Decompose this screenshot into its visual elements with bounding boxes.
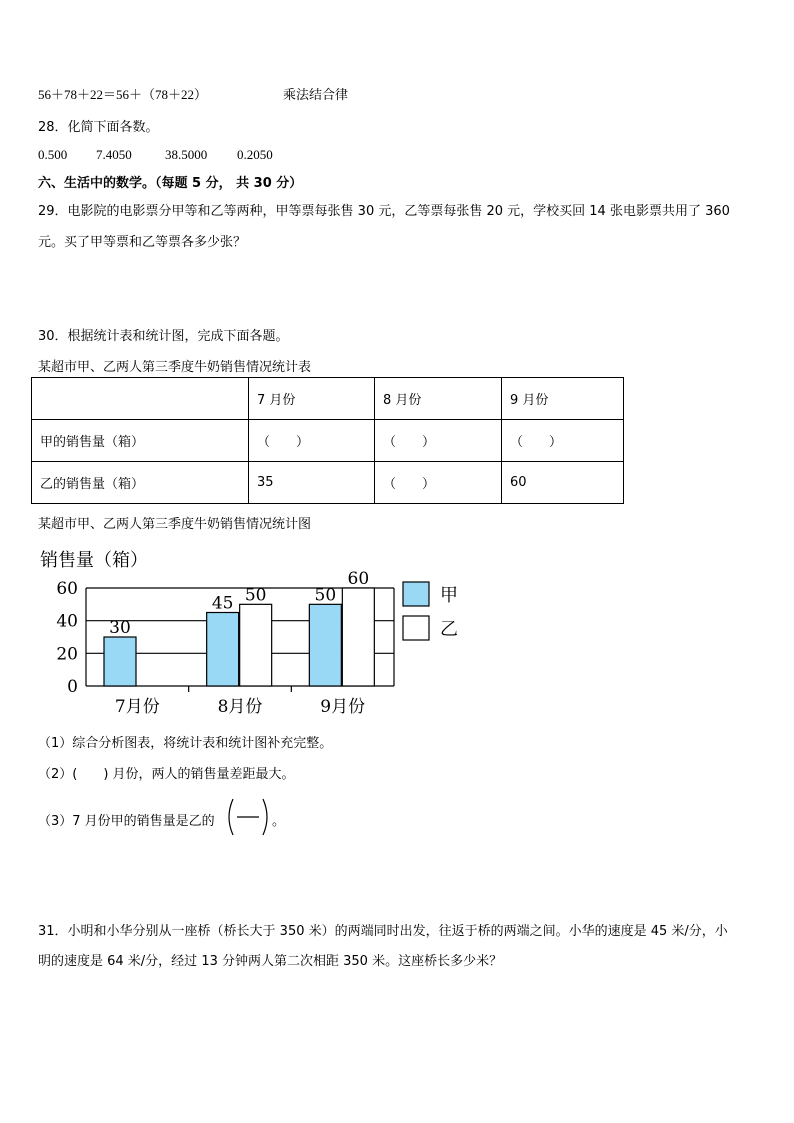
equation-law: 乘法结合律 bbox=[283, 88, 349, 103]
q28-number-2: 7.4050 bbox=[96, 147, 132, 162]
bar-yi bbox=[240, 604, 272, 686]
y-tick-label: 40 bbox=[56, 611, 78, 632]
q31-line1: 31．小明和小华分别从一座桥（桥长大于 350 米）的两端同时出发，往返于桥的两端之间。小华的速度是 45 米/分，小 bbox=[38, 924, 728, 939]
x-tick-label: 9月份 bbox=[320, 697, 366, 717]
x-tick-label: 8月份 bbox=[217, 697, 263, 717]
legend-label: 甲 bbox=[440, 585, 458, 606]
data-label: 50 bbox=[244, 585, 267, 606]
q29-line1: 29．电影院的电影票分甲等和乙等两种，甲等票每张售 30 元，乙等票每张售 20 元，学校买回 14 张电影票共用了 360 bbox=[38, 204, 730, 219]
table-header-cell: 9 月份 bbox=[502, 378, 624, 420]
table-cell: 60 bbox=[502, 462, 624, 504]
q30-sub1: （1）综合分析图表，将统计表和统计图补充完整。 bbox=[38, 736, 333, 751]
table-cell-blank[interactable]: （ ） bbox=[375, 462, 502, 504]
q30-title: 30．根据统计表和统计图，完成下面各题。 bbox=[38, 329, 289, 344]
equation-expr: 56＋78＋22＝56＋（78＋22） bbox=[38, 87, 208, 102]
q29-line2: 元。买了甲等票和乙等票各多少张？ bbox=[38, 235, 247, 250]
chart-caption: 某超市甲、乙两人第三季度牛奶销售情况统计图 bbox=[38, 517, 312, 532]
table-header-cell bbox=[32, 378, 249, 420]
legend-swatch bbox=[403, 616, 429, 640]
bar-jia bbox=[104, 637, 136, 686]
data-label: 45 bbox=[211, 593, 234, 614]
table-header-cell: 8 月份 bbox=[375, 378, 502, 420]
bar-chart bbox=[30, 540, 470, 720]
q28-title: 28．化简下面各数。 bbox=[38, 120, 159, 135]
q30-sub3-end: 。 bbox=[272, 814, 286, 829]
table-caption: 某超市甲、乙两人第三季度牛奶销售情况统计表 bbox=[38, 360, 312, 375]
table-header-cell: 7 月份 bbox=[249, 378, 375, 420]
bar-jia bbox=[207, 613, 239, 687]
legend-label: 乙 bbox=[440, 619, 458, 640]
data-label: 30 bbox=[109, 618, 131, 638]
table-cell-blank[interactable]: （ ） bbox=[249, 420, 375, 462]
table-cell-blank[interactable]: （ ） bbox=[502, 420, 624, 462]
legend-swatch bbox=[403, 582, 429, 606]
q31-line2: 明的速度是 64 米/分，经过 13 分钟两人第二次相距 350 米。这座桥长多少米？ bbox=[38, 954, 503, 969]
section-title: 六、生活中的数学。（每题 5 分， 共 30 分） bbox=[38, 176, 303, 191]
y-tick-label: 60 bbox=[56, 579, 78, 599]
data-label: 60 bbox=[347, 569, 370, 589]
y-tick-label: 20 bbox=[56, 644, 78, 665]
table-header-row bbox=[32, 378, 624, 420]
q30-sub3-text: （3）7 月份甲的销售量是乙的 bbox=[38, 814, 215, 829]
fraction-blank[interactable] bbox=[225, 797, 271, 837]
table-cell: 35 bbox=[249, 462, 375, 504]
q28-number-1: 0.500 bbox=[38, 147, 68, 162]
q28-number-4: 0.2050 bbox=[237, 147, 273, 162]
table-cell: 乙的销售量（箱） bbox=[32, 462, 249, 504]
stat-table bbox=[31, 377, 624, 504]
table-cell-blank[interactable]: （ ） bbox=[375, 420, 502, 462]
x-tick-label: 7月份 bbox=[114, 697, 160, 717]
q30-sub2: （2）( ) 月份，两人的销售量差距最大。 bbox=[38, 767, 295, 782]
data-label: 50 bbox=[314, 585, 337, 606]
table-row-yi bbox=[32, 462, 624, 504]
y-tick-label: 0 bbox=[67, 677, 78, 697]
bar-yi bbox=[342, 588, 374, 686]
table-cell: 甲的销售量（箱） bbox=[32, 420, 249, 462]
equation-line bbox=[38, 84, 207, 103]
bar-jia bbox=[309, 604, 341, 686]
y-axis-label: 销售量（箱） bbox=[40, 550, 148, 571]
table-row-jia bbox=[32, 420, 624, 462]
q28-number-3: 38.5000 bbox=[165, 147, 208, 162]
